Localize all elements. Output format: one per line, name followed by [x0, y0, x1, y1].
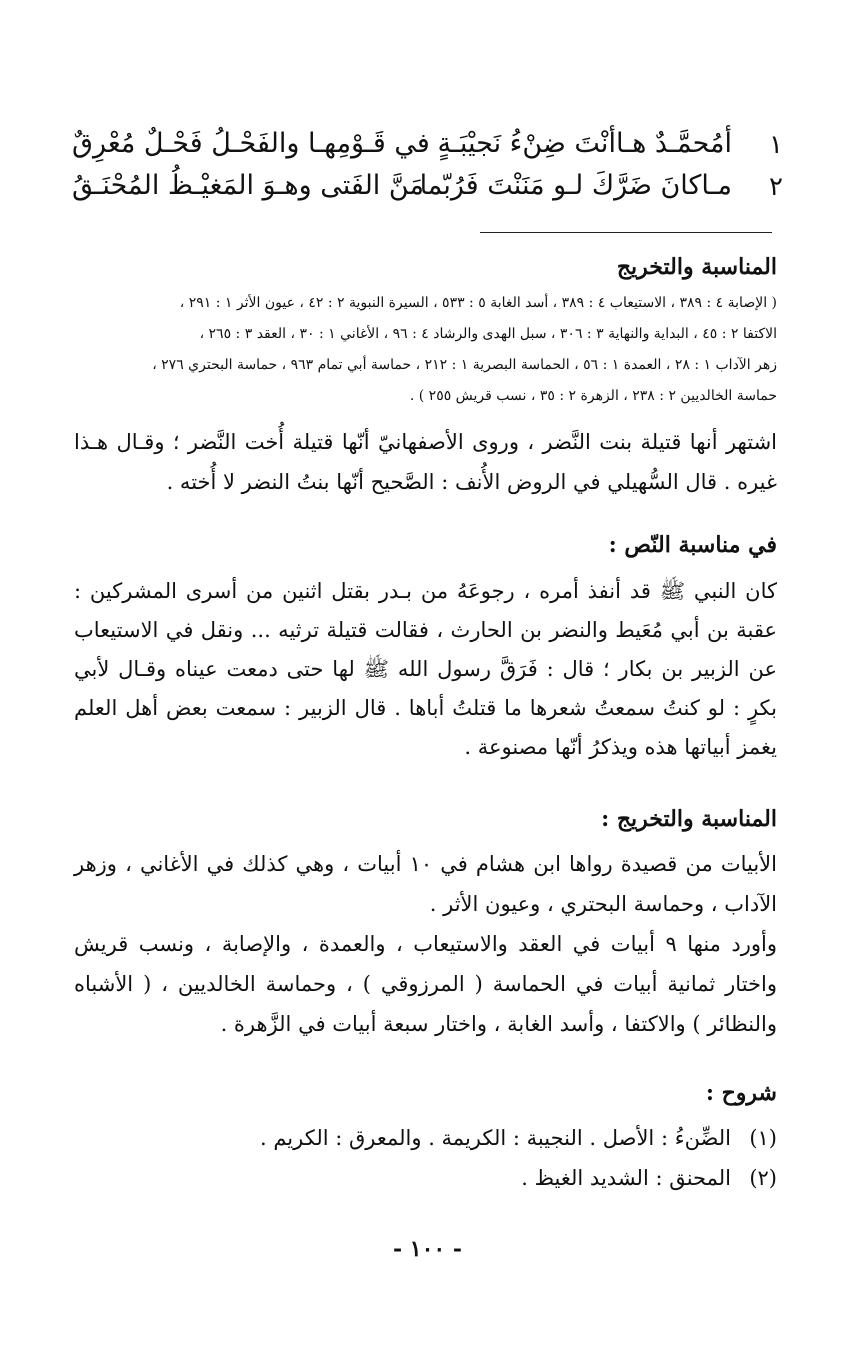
- attribution-paragraph: اشتهر أنها قتيلة بنت النَّضر ، وروى الأصفهانيّ أنّها قتيلة أُخت النَّضر ؛ وقـال هـذا غيره . قال السُّهيلي في الروض الأُنف : الصَّحيح أنّها بنتُ النضر لا أُخته .: [74, 430, 777, 494]
- verse-first-hemistich: أمُحمَّـدٌ هـاأنْتَ ضِنْءُ نَجيْبَـةٍ: [437, 128, 732, 159]
- section-heading: المناسبة والتخريج: [616, 254, 777, 280]
- sources-paragraph-1: الأبيات من قصيدة رواها ابن هشام في ١٠ أبيات ، وهي كذلك في الأغاني ، وزهر الآداب ، وحماسة البحتري ، وعيون الأثر .: [74, 852, 777, 916]
- sources-paragraph-2: وأورد منها ٩ أبيات في العقد والاستيعاب ، والعمدة ، والإصابة ، ونسب قريش واختار ثمانية أبيات في الحماسة ( المرزوقي ) ، وحماسة الخالديين ، ( الأشباه والنظائر ) والاكتفا ، وأسد الغابة ، واختار سبعة أبيات في الزَّهرة .: [74, 932, 778, 1036]
- footnote-line: حماسة الخالديين ٢ : ٢٣٨ ، الزهرة ٢ : ٣٥ ، نسب قريش ٢٥٥ ) .: [409, 388, 777, 404]
- verse-second-hemistich: مَنَّ الفَتى وهـوَ المَغيْـظُ المُحْنَـقُ: [72, 170, 424, 201]
- page-number: - ١٠٠ -: [392, 1236, 463, 1262]
- sources-footnote: [74, 288, 777, 412]
- context-paragraph: كان النبي ﷺ قد أنفذ أمره ، رجوعَهُ من بـدر بقتل اثنين من أسرى المشركين : عقبة بن أبي مُعَيط والنضر بن الحارث ، فقالت قتيلة ترثيه ... ونقل في الاستيعاب عن الزبير بن بكار ؛ قال : فَرَقَّ رسول الله ﷺ لها حتى دمعت عيناه وقـال لأبي بكرٍ : لو كنتُ سمعتُ شعرها ما قتلتُ أباها . قال الزبير : سمعت بعض أهل العلم يغمز أبياتها هذه ويذكرُ أنّها مصنوعة .: [74, 579, 777, 759]
- explanation-text: المحنق : الشديد الغيظ .: [521, 1166, 731, 1190]
- poem-line-2: [72, 170, 783, 214]
- section-heading: المناسبة والتخريج :: [601, 806, 777, 832]
- verse-number: ٢: [769, 172, 783, 202]
- explanation-number: (١): [749, 1126, 777, 1150]
- verse-number: ١: [769, 130, 783, 160]
- section-heading: شروح :: [705, 1080, 777, 1106]
- poem-line-1: [72, 128, 783, 172]
- section-heading: في مناسبة النّص :: [608, 532, 777, 558]
- verse-first-hemistich: مـاكانَ ضَرَّكَ لـو مَنَنْتَ فَرُبّما: [419, 170, 732, 201]
- separator-rule: [480, 232, 772, 233]
- explanation-item: [260, 1126, 777, 1150]
- footnote-line: الاكتفا ٢ : ٤٥ ، البداية والنهاية ٣ : ٣٠٦ ، سبل الهدى والرشاد ٤ : ٩٦ ، الأغاني ١ : ٣٠ ، العقد ٣ : ٢٦٥ ،: [199, 326, 777, 342]
- footnote-line: ( الإصابة ٤ : ٣٨٩ ، الاستيعاب ٤ : ٣٨٩ ، أسد الغابة ٥ : ٥٣٣ ، السيرة النبوية ٢ : ٤٢ ، عيون الأثر ١ : ٢٩١ ،: [179, 295, 777, 311]
- footnote-line: زهر الآداب ١ : ٢٨ ، العمدة ١ : ٥٦ ، الحماسة البصرية ١ : ٢١٢ ، حماسة أبي تمام ٩٦٣ ، حماسة البحتري ٢٧٦ ،: [152, 357, 777, 373]
- explanation-item: [521, 1166, 777, 1190]
- explanation-number: (٢): [749, 1166, 777, 1190]
- explanation-text: الضِّنءُ : الأصل . النجيبة : الكريمة . والمعرق : الكريم .: [259, 1126, 731, 1150]
- verse-second-hemistich: في قَـوْمِهـا والفَحْـلُ فَحْـلٌ مُعْرِقٌ: [72, 128, 430, 159]
